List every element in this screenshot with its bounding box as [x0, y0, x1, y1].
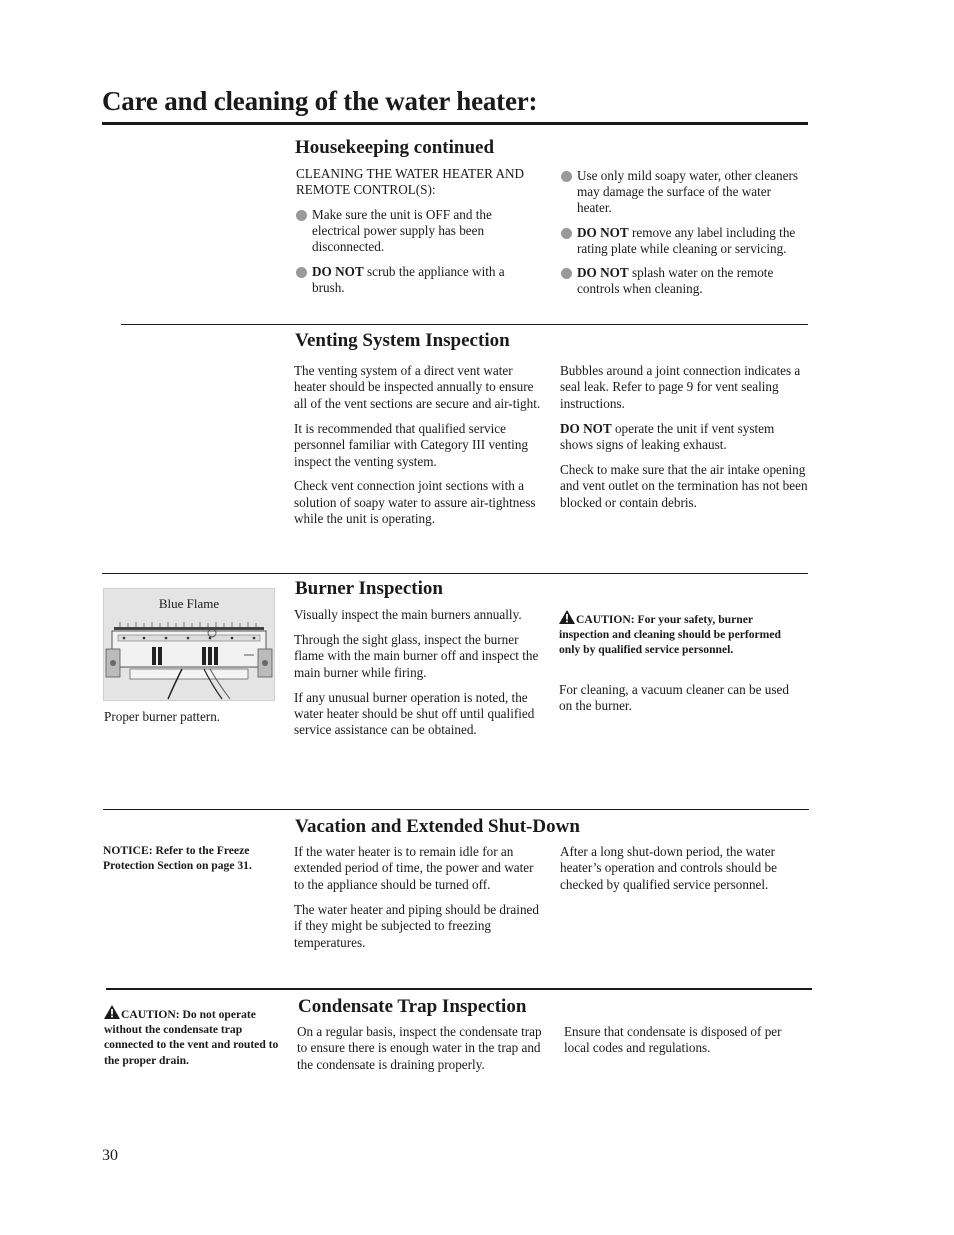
bullet-icon [296, 210, 307, 221]
vacation-left-column [294, 844, 542, 959]
paragraph: It is recommended that qualified service personnel familiar with Category III venting inspect the venting system. [294, 420, 529, 469]
list-item: DO NOT scrub the appliance with a brush. [296, 264, 528, 296]
paragraph: Check vent connection joint sections with a solution of soapy water to assure air-tightness while the unit is operating. [294, 478, 536, 527]
condensate-right-paragraph: Ensure that condensate is disposed of per local codes and regulations. [564, 1024, 782, 1056]
paragraph: The venting system of a direct vent water heater should be inspected annually to ensure all of the vent sections are secure and air-tight. [294, 363, 541, 411]
burner-caption: Proper burner pattern. [104, 709, 221, 724]
venting-left-column [294, 363, 542, 536]
housekeeping-heading: Housekeeping continued [295, 137, 495, 158]
diagram-label: Blue Flame [158, 596, 220, 611]
paragraph: If the water heater is to remain idle for an extended period of time, the power and water to the appliance should be turned off. [294, 844, 534, 892]
page-number: 30 [102, 1147, 118, 1164]
list-item: DO NOT splash water on the remote controls when cleaning. [561, 265, 809, 297]
paragraph: Check to make sure that the air intake opening and vent outlet on the termination has not been blocked or contain debris. [560, 462, 808, 510]
burner-heading: Burner Inspection [295, 578, 443, 599]
burner-left-column [294, 607, 544, 747]
paragraph: Through the sight glass, inspect the burner flame with the main burner off and inspect the main burner while firing. [294, 631, 539, 680]
paragraph: Visually inspect the main burners annually. [294, 607, 522, 622]
bullet-icon [296, 267, 307, 278]
condensate-left-paragraph: On a regular basis, inspect the condensate trap to ensure there is enough water in the trap and the condensate is draining properly. [297, 1024, 542, 1072]
venting-heading: Venting System Inspection [295, 330, 510, 351]
housekeeping-intro: CLEANING THE WATER HEATER AND REMOTE CONTROL(S): [296, 166, 525, 198]
burner-diagram [103, 588, 275, 701]
section-divider [106, 988, 812, 990]
warning-icon [559, 610, 575, 624]
vacation-right-paragraph: After a long shut-down period, the water heater’s operation and controls should be checked by qualified service personnel. [560, 844, 777, 892]
bullet-icon [561, 228, 572, 239]
section-divider [103, 809, 809, 810]
bullet-icon [561, 171, 572, 182]
list-item: DO NOT remove any label including the rating plate while cleaning or servicing. [561, 225, 809, 257]
freeze-notice: NOTICE: Refer to the Freeze Protection Section on page 31. [103, 844, 252, 873]
list-item: Use only mild soapy water, other cleaners may damage the surface of the water heater. [561, 168, 809, 217]
vacation-heading: Vacation and Extended Shut-Down [295, 816, 580, 837]
burner-illustration [104, 619, 274, 700]
section-divider [102, 573, 808, 574]
condensate-caution: CAUTION: Do not operate without the condensate trap connected to the vent and routed to the proper drain. [104, 1005, 290, 1068]
list-item: Make sure the unit is OFF and the electrical power supply has been disconnected. [296, 207, 528, 256]
paragraph: If any unusual burner operation is noted, the water heater should be shut off until qualified service assistance can be obtained. [294, 689, 535, 738]
paragraph: The water heater and piping should be drained if they might be subjected to freezing temperatures. [294, 901, 539, 950]
warning-icon [104, 1005, 120, 1019]
bullet-icon [561, 268, 572, 279]
paragraph: DO NOT operate the unit if vent system shows signs of leaking exhaust. [560, 420, 775, 453]
page-title: Care and cleaning of the water heater: [102, 86, 538, 116]
burner-caution: CAUTION: For your safety, burner inspection and cleaning should be performed only by qualified service personnel. [559, 610, 791, 658]
paragraph: Bubbles around a joint connection indicates a seal leak. Refer to page 9 for vent sealing instructions. [560, 363, 801, 411]
housekeeping-bullets-left [296, 207, 528, 304]
venting-right-column [560, 363, 810, 520]
burner-right-paragraph: For cleaning, a vacuum cleaner can be used on the burner. [559, 682, 789, 714]
condensate-heading: Condensate Trap Inspection [298, 996, 527, 1017]
section-divider [121, 324, 808, 325]
housekeeping-bullets-right [561, 168, 809, 305]
title-rule [102, 122, 808, 125]
